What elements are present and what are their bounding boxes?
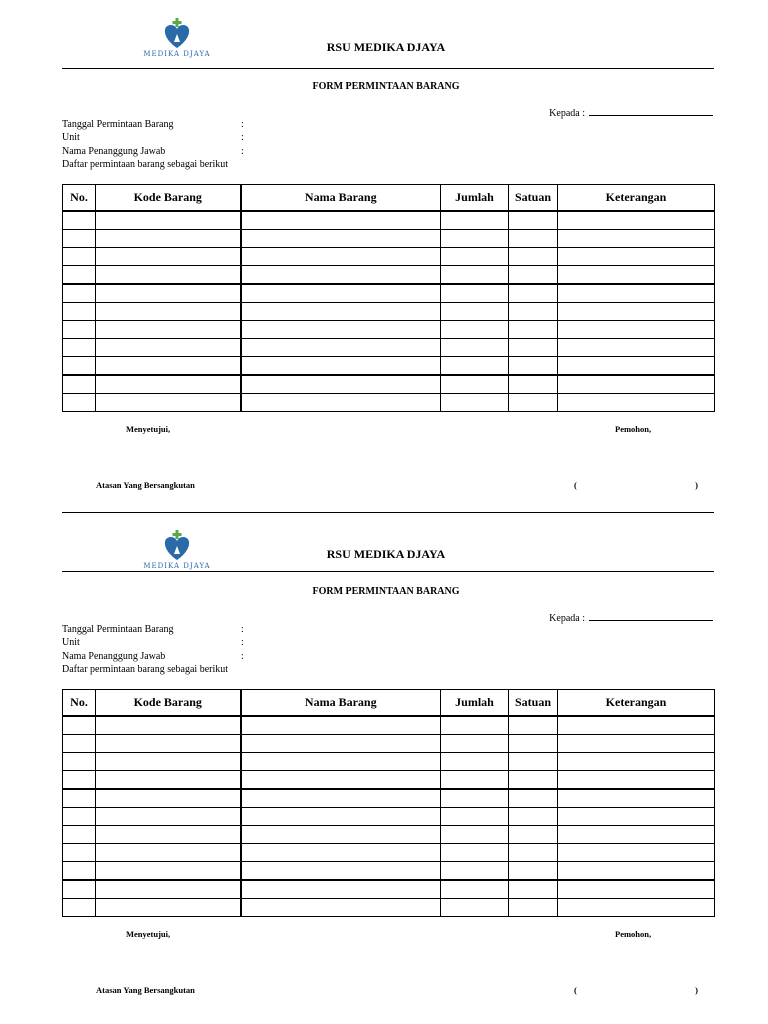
cell-unit[interactable] (509, 303, 558, 321)
col-header-unit: Satuan (509, 690, 558, 717)
cell-notes[interactable] (558, 844, 715, 862)
cell-notes[interactable] (558, 211, 715, 230)
cell-unit[interactable] (509, 248, 558, 266)
kepada-field[interactable] (549, 611, 713, 624)
cell-no[interactable] (63, 284, 96, 303)
cell-item-name[interactable] (241, 808, 441, 826)
cell-notes[interactable] (558, 230, 715, 248)
field-label: Unit (62, 132, 80, 144)
cell-notes[interactable] (558, 284, 715, 303)
items-table (62, 689, 715, 917)
cell-unit[interactable] (509, 862, 558, 881)
table-row (63, 248, 715, 266)
cell-unit[interactable] (509, 880, 558, 899)
applicant-label: Pemohon, (615, 929, 652, 939)
col-header-notes: Keterangan (558, 690, 715, 717)
cell-no[interactable] (63, 394, 96, 412)
request-fields (62, 623, 244, 676)
logo-text: MEDIKA DJAYA (143, 50, 211, 58)
table-row (63, 844, 715, 862)
field-label: Unit (62, 637, 80, 649)
cell-quantity[interactable] (441, 716, 509, 735)
table-row (63, 735, 715, 753)
field-label: Daftar permintaan barang sebagai berikut (62, 158, 229, 170)
cell-notes[interactable] (558, 753, 715, 771)
cell-quantity[interactable] (441, 357, 509, 376)
cell-unit[interactable] (509, 357, 558, 376)
cell-item-code[interactable] (96, 826, 241, 844)
request-fields (62, 118, 244, 171)
cell-quantity[interactable] (441, 248, 509, 266)
cell-item-name[interactable] (241, 284, 441, 303)
field-label: Nama Penanggung Jawab (62, 145, 166, 157)
cell-no[interactable] (63, 862, 96, 881)
cell-quantity[interactable] (441, 211, 509, 230)
field-colon: : (241, 650, 244, 662)
cell-item-code[interactable] (96, 862, 241, 881)
col-header-unit: Satuan (509, 185, 558, 212)
cell-quantity[interactable] (441, 266, 509, 285)
cell-item-code[interactable] (96, 716, 241, 735)
cell-quantity[interactable] (441, 321, 509, 339)
cell-item-code[interactable] (96, 284, 241, 303)
header-rule (62, 68, 714, 69)
table-header-row (63, 185, 715, 212)
cell-item-code[interactable] (96, 321, 241, 339)
cell-item-code[interactable] (96, 230, 241, 248)
cell-unit[interactable] (509, 375, 558, 394)
cell-no[interactable] (63, 826, 96, 844)
field-person-in-charge[interactable] (62, 145, 244, 158)
cell-no[interactable] (63, 375, 96, 394)
cell-item-code[interactable] (96, 789, 241, 808)
field-label: Nama Penanggung Jawab (62, 650, 166, 662)
cell-notes[interactable] (558, 862, 715, 881)
cell-quantity[interactable] (441, 735, 509, 753)
table-row (63, 230, 715, 248)
cell-quantity[interactable] (441, 753, 509, 771)
cell-item-name[interactable] (241, 899, 441, 917)
cell-item-code[interactable] (96, 735, 241, 753)
cell-item-name[interactable] (241, 735, 441, 753)
items-table (62, 184, 715, 412)
cell-unit[interactable] (509, 753, 558, 771)
cell-quantity[interactable] (441, 284, 509, 303)
cell-item-name[interactable] (241, 394, 441, 412)
paren-open: ( (574, 985, 577, 995)
cell-unit[interactable] (509, 735, 558, 753)
cell-unit[interactable] (509, 716, 558, 735)
cell-item-name[interactable] (241, 826, 441, 844)
cell-item-name[interactable] (241, 789, 441, 808)
cell-notes[interactable] (558, 248, 715, 266)
superior-label: Atasan Yang Bersangkutan (96, 985, 195, 995)
paren-close: ) (695, 480, 698, 490)
cell-notes[interactable] (558, 899, 715, 917)
cell-notes[interactable] (558, 771, 715, 790)
cell-no[interactable] (63, 808, 96, 826)
field-colon: : (241, 119, 244, 130)
cell-unit[interactable] (509, 789, 558, 808)
cell-item-code[interactable] (96, 357, 241, 376)
cell-no[interactable] (63, 303, 96, 321)
request-form-1 (0, 0, 768, 506)
cell-item-name[interactable] (241, 303, 441, 321)
cell-no[interactable] (63, 716, 96, 735)
cell-quantity[interactable] (441, 808, 509, 826)
cell-notes[interactable] (558, 394, 715, 412)
cell-item-code[interactable] (96, 880, 241, 899)
logo-text: MEDIKA DJAYA (143, 562, 211, 570)
table-row (63, 339, 715, 357)
field-label: Tanggal Permintaan Barang (62, 119, 174, 130)
request-form-2 (0, 506, 768, 1012)
cell-item-name[interactable] (241, 230, 441, 248)
cell-notes[interactable] (558, 880, 715, 899)
cell-no[interactable] (63, 899, 96, 917)
cell-quantity[interactable] (441, 303, 509, 321)
table-row (63, 808, 715, 826)
cell-notes[interactable] (558, 303, 715, 321)
cell-quantity[interactable] (441, 899, 509, 917)
cell-item-name[interactable] (241, 753, 441, 771)
cell-unit[interactable] (509, 826, 558, 844)
cell-no[interactable] (63, 211, 96, 230)
table-row (63, 899, 715, 917)
kepada-blank-line[interactable] (589, 611, 713, 621)
cell-quantity[interactable] (441, 339, 509, 357)
table-row (63, 303, 715, 321)
applicant-label: Pemohon, (615, 424, 652, 434)
cell-quantity[interactable] (441, 826, 509, 844)
cell-unit[interactable] (509, 321, 558, 339)
field-unit[interactable] (62, 636, 244, 649)
table-row (63, 716, 715, 735)
hospital-name: RSU MEDIKA DJAYA (326, 40, 446, 54)
col-header-item-name: Nama Barang (241, 185, 441, 212)
cell-no[interactable] (63, 266, 96, 285)
field-request-date[interactable] (62, 118, 244, 131)
approve-label: Menyetujui, (126, 929, 171, 939)
header-rule (62, 571, 714, 572)
col-header-item-name: Nama Barang (241, 690, 441, 717)
table-row (63, 284, 715, 303)
table-row (63, 826, 715, 844)
cell-notes[interactable] (558, 808, 715, 826)
cell-item-name[interactable] (241, 339, 441, 357)
cell-unit[interactable] (509, 771, 558, 790)
cell-quantity[interactable] (441, 771, 509, 790)
cell-item-name[interactable] (241, 844, 441, 862)
cell-item-code[interactable] (96, 899, 241, 917)
cell-item-code[interactable] (96, 771, 241, 790)
cell-notes[interactable] (558, 357, 715, 376)
cell-notes[interactable] (558, 826, 715, 844)
table-row (63, 211, 715, 230)
col-header-item-code: Kode Barang (96, 690, 241, 717)
table-row (63, 357, 715, 376)
cell-item-name[interactable] (241, 357, 441, 376)
cell-quantity[interactable] (441, 230, 509, 248)
form-title: FORM PERMINTAAN BARANG (312, 586, 460, 597)
cell-quantity[interactable] (441, 844, 509, 862)
field-colon: : (241, 637, 244, 649)
cell-unit[interactable] (509, 230, 558, 248)
form-title: FORM PERMINTAAN BARANG (312, 81, 460, 92)
cell-no[interactable] (63, 771, 96, 790)
col-header-quantity: Jumlah (441, 185, 509, 212)
col-header-item-code: Kode Barang (96, 185, 241, 212)
field-label: Daftar permintaan barang sebagai berikut (62, 663, 229, 675)
table-row (63, 862, 715, 881)
table-row (63, 321, 715, 339)
cell-item-name[interactable] (241, 862, 441, 881)
approve-label: Menyetujui, (126, 424, 171, 434)
cell-no[interactable] (63, 880, 96, 899)
field-list-intro (62, 158, 228, 171)
cell-notes[interactable] (558, 321, 715, 339)
cell-no[interactable] (63, 789, 96, 808)
cell-item-name[interactable] (241, 771, 441, 790)
cell-notes[interactable] (558, 339, 715, 357)
cell-no[interactable] (63, 339, 96, 357)
table-row (63, 394, 715, 412)
cell-unit[interactable] (509, 899, 558, 917)
cell-item-code[interactable] (96, 808, 241, 826)
cell-unit[interactable] (509, 394, 558, 412)
table-row (63, 880, 715, 899)
cell-notes[interactable] (558, 266, 715, 285)
cell-unit[interactable] (509, 266, 558, 285)
cell-item-code[interactable] (96, 339, 241, 357)
kepada-blank-line[interactable] (589, 106, 713, 116)
paren-close: ) (695, 985, 698, 995)
cell-quantity[interactable] (441, 862, 509, 881)
hospital-name: RSU MEDIKA DJAYA (326, 547, 446, 561)
cell-notes[interactable] (558, 735, 715, 753)
cell-no[interactable] (63, 230, 96, 248)
col-header-no: No. (63, 690, 96, 717)
field-request-date[interactable] (62, 623, 244, 636)
cell-item-name[interactable] (241, 321, 441, 339)
kepada-field[interactable] (549, 106, 713, 119)
cell-quantity[interactable] (441, 375, 509, 394)
cell-item-code[interactable] (96, 394, 241, 412)
cell-no[interactable] (63, 248, 96, 266)
table-row (63, 375, 715, 394)
cell-item-code[interactable] (96, 211, 241, 230)
cell-unit[interactable] (509, 339, 558, 357)
cell-item-code[interactable] (96, 248, 241, 266)
cell-quantity[interactable] (441, 394, 509, 412)
cell-quantity[interactable] (441, 880, 509, 899)
cell-item-code[interactable] (96, 844, 241, 862)
cell-item-name[interactable] (241, 211, 441, 230)
kepada-label: Kepada : (549, 613, 585, 624)
cell-item-name[interactable] (241, 716, 441, 735)
table-row (63, 266, 715, 285)
field-label: Tanggal Permintaan Barang (62, 624, 174, 635)
table-row (63, 771, 715, 790)
cell-notes[interactable] (558, 716, 715, 735)
cell-no[interactable] (63, 735, 96, 753)
cell-no[interactable] (63, 753, 96, 771)
field-colon: : (241, 132, 244, 144)
col-header-notes: Keterangan (558, 185, 715, 212)
paren-open: ( (574, 480, 577, 490)
cell-item-name[interactable] (241, 248, 441, 266)
superior-label: Atasan Yang Bersangkutan (96, 480, 195, 490)
table-header-row (63, 690, 715, 717)
cell-item-code[interactable] (96, 303, 241, 321)
cell-item-code[interactable] (96, 753, 241, 771)
field-unit[interactable] (62, 131, 244, 144)
cell-item-name[interactable] (241, 375, 441, 394)
table-row (63, 753, 715, 771)
cell-unit[interactable] (509, 808, 558, 826)
cell-notes[interactable] (558, 375, 715, 394)
cell-unit[interactable] (509, 284, 558, 303)
cell-unit[interactable] (509, 844, 558, 862)
cell-no[interactable] (63, 321, 96, 339)
col-header-quantity: Jumlah (441, 690, 509, 717)
table-row (63, 789, 715, 808)
cell-no[interactable] (63, 357, 96, 376)
cell-notes[interactable] (558, 789, 715, 808)
field-colon: : (241, 624, 244, 635)
cell-item-code[interactable] (96, 375, 241, 394)
cell-unit[interactable] (509, 211, 558, 230)
field-list-intro (62, 663, 228, 676)
col-header-no: No. (63, 185, 96, 212)
cell-item-code[interactable] (96, 266, 241, 285)
cell-item-name[interactable] (241, 880, 441, 899)
field-colon: : (241, 145, 244, 157)
field-person-in-charge[interactable] (62, 650, 244, 663)
kepada-label: Kepada : (549, 108, 585, 119)
cell-item-name[interactable] (241, 266, 441, 285)
cell-no[interactable] (63, 844, 96, 862)
cell-quantity[interactable] (441, 789, 509, 808)
